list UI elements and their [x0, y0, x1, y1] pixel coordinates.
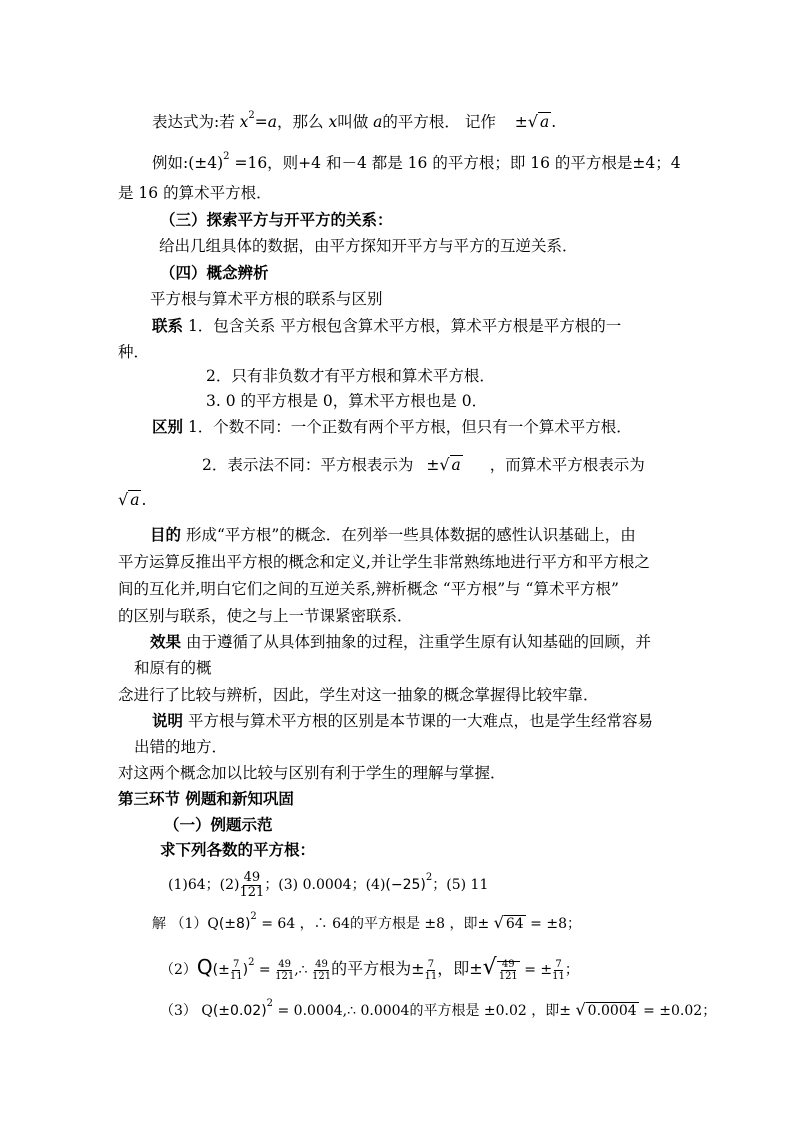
sol2-frac-4	[425, 959, 438, 982]
section-link3-title: 第三环节 例题和新知巩固	[118, 790, 294, 808]
diff-sqrt-1: √ a	[439, 455, 461, 474]
sol1-sup: 2	[250, 911, 257, 922]
link-line-2: 2．只有非负数才有平方根和算术平方根．	[206, 367, 495, 385]
problem-p5: ；(5) 11	[432, 877, 489, 893]
def-end: .	[551, 113, 557, 131]
diff-item1: 1．个数不同：一个正数有两个平方根，但只有一个算术平方根．	[183, 418, 632, 436]
def-pm: ±	[514, 113, 528, 131]
sol1-d: = ±8；	[525, 916, 581, 932]
sol2-sup: 2	[248, 957, 255, 968]
example-sec-title: （一）例题示范	[164, 816, 273, 834]
sol2-frac5-den: 121	[498, 970, 518, 982]
diff-sqrt-2: √ a	[118, 490, 140, 509]
sol1-a: 解 （1）Q	[152, 916, 219, 932]
effect-l1: 由于遵循了从具体到抽象的过程，注重学生原有认知基础的回顾，并	[181, 633, 651, 651]
sol2-frac-2	[275, 959, 294, 982]
def-eq: =	[254, 113, 268, 131]
def-a1: a	[267, 113, 278, 131]
sol2-g: ，即±	[437, 959, 483, 978]
sol2-b: (±	[212, 962, 230, 978]
problem-p4: (−25)	[385, 877, 426, 893]
diff-line-1	[152, 417, 632, 437]
link-line-1	[152, 316, 621, 336]
sol3-b: (±0.02)	[212, 1003, 267, 1019]
example-a: 例如:(±4)	[152, 154, 224, 172]
sol2-i: ；	[564, 962, 579, 978]
sol2-frac3-den: 121	[312, 970, 332, 982]
effect-line-3: 念进行了比较与辨析，因此，学生对这一抽象的概念掌握得比较牢靠．	[118, 686, 599, 704]
purpose-l1: 形成“平方根”的概念．在列举一些具体数据的感性认识基础上，由	[181, 526, 636, 544]
diff-end: .	[141, 491, 147, 509]
problem-frac-num: 49	[243, 869, 261, 885]
sol2-frac2-den: 121	[275, 970, 295, 982]
link-label: 联系	[152, 317, 184, 335]
def-x: x	[239, 113, 249, 131]
sol2-frac5-num: 49	[501, 958, 515, 970]
sol3-rad: 0.0004	[587, 1003, 637, 1019]
sol3-sup: 2	[266, 998, 274, 1009]
example-line-1	[152, 153, 681, 176]
diff-pm: ±	[426, 456, 440, 474]
diff-line-2	[202, 455, 645, 475]
effect-line-1	[150, 632, 651, 652]
note-l1: 平方根与算术平方根的区别是本节课的一大难点，也是学生经常容易	[183, 712, 653, 730]
sol2-frac-3	[312, 959, 331, 982]
sol2-e: ,∴	[294, 962, 312, 978]
diff-label: 区别	[152, 418, 184, 436]
sol2-sqrt: √ $\frac{49}{121}$	[482, 955, 518, 982]
sol2-frac4-den: 11	[424, 970, 438, 982]
sol3-c: = 0.0004,∴ 0.0004的平方根是 ±0.02 ，即±	[273, 1003, 576, 1019]
def-a2: a	[373, 113, 383, 131]
sol2-frac6-num: 7	[555, 958, 562, 970]
note-label: 说明	[152, 712, 184, 730]
sol2-a: （2）	[160, 962, 197, 978]
diff-item2b: ，而算术平方根表示为	[489, 456, 645, 474]
sol2-frac-5	[499, 959, 518, 982]
sol2-frac2-num: 49	[278, 958, 291, 970]
purpose-line-3: 间的互化并,明白它们之间的互逆关系,辨析概念 “平方根”与 “算术平方根”	[118, 580, 619, 598]
sol2-frac6-den: 11	[552, 970, 565, 982]
effect-label: 效果	[150, 633, 182, 651]
purpose-label: 目的	[150, 526, 182, 544]
problem-list	[168, 868, 488, 904]
section-3-title: （三）探索平方与开平方的关系：	[160, 211, 393, 229]
sol2-h: = ±	[519, 962, 553, 978]
solution-2	[160, 952, 579, 987]
sol1-rad: 64	[505, 916, 524, 932]
link-item1: 1．包含关系 平方根包含算术平方根，算术平方根是平方根的一	[183, 317, 622, 335]
sol3-a: （3） Q	[160, 1003, 213, 1019]
sol2-c: )	[242, 962, 249, 978]
sol3-d: = ±0.02；	[638, 1003, 717, 1019]
purpose-line-1	[150, 525, 636, 545]
sol1-c: = 64 ，∴ 64的平方根是 ±8 ，即±	[256, 916, 494, 932]
diff-sqrt-1-a: a	[451, 456, 461, 474]
problem-sup: 2	[425, 872, 433, 883]
purpose-line-2: 平方运算反推出平方根的概念和定义,并让学生非常熟练地进行平方和平方根之	[118, 553, 650, 571]
example-b: =16，则+4 和－4 都是 16 的平方根；即 16 的平方根是±4；4	[229, 154, 681, 172]
diff-sqrt-2-a: a	[130, 491, 140, 509]
example-sec-task: 求下列各数的平方根：	[160, 841, 316, 859]
problem-p1: (1)64；(2)	[168, 877, 240, 893]
sol2-d: =	[254, 962, 276, 978]
def-x2: x	[328, 113, 338, 131]
diff-item2a: 2．表示法不同：平方根表示为	[202, 456, 414, 474]
sol2-f: 的平方根为±	[331, 959, 425, 978]
sol2-frac-6	[552, 959, 565, 982]
sol3-sqrt: √ 0.0004	[575, 1000, 637, 1019]
def-text: 表达式为:若	[152, 113, 240, 131]
sol2-frac4-num: 7	[427, 958, 435, 970]
note-line-2: 出错的地方．	[134, 738, 228, 756]
problem-frac-den: 121	[239, 884, 265, 900]
section-4-title: （四）概念辨析	[160, 264, 269, 282]
definition-line	[152, 112, 556, 135]
note-line-1	[152, 711, 653, 731]
effect-line-2: 和原有的概	[134, 659, 212, 677]
def-mid2: 叫做	[337, 113, 374, 131]
section-3-body: 给出几组具体的数据，由平方探知开平方与平方的互逆关系．	[159, 237, 578, 255]
def-tail: 的平方根． 记作	[382, 113, 496, 131]
link-line-3: 3. 0 的平方根是 0，算术平方根也是 0．	[206, 392, 488, 410]
def-sqrt: √ a	[527, 112, 550, 131]
solution-3	[160, 1000, 716, 1023]
sol1-b: (±8)	[218, 916, 251, 932]
solution-1	[152, 913, 581, 936]
problem-fraction	[239, 871, 264, 900]
section-4-sub: 平方根与算术平方根的联系与区别	[150, 290, 383, 308]
diff-line-3	[118, 490, 146, 510]
sol2-frac3-num: 49	[315, 958, 328, 970]
def-mid: ，那么	[277, 113, 329, 131]
example-sup: 2	[223, 151, 230, 162]
link-line-1b: 种．	[118, 343, 150, 361]
problem-p2: ；(3) 0.0004；(4)	[264, 877, 386, 893]
note-line-3: 对这两个概念加以比较与区别有利于学生的理解与掌握．	[118, 764, 506, 782]
sol1-sqrt: √ 64	[493, 913, 524, 932]
def-sup: 2	[248, 110, 255, 121]
sol2-frac1-den: 11	[229, 970, 243, 982]
sol2-frac-1	[230, 959, 243, 982]
sol2-Q: Q	[196, 955, 213, 979]
purpose-line-4: 的区别与联系，使之与上一节课紧密联系．	[118, 607, 413, 625]
def-sqrt-a: a	[539, 113, 550, 131]
example-line-2: 是 16 的算术平方根．	[118, 184, 272, 202]
sol2-frac1-num: 7	[233, 958, 240, 970]
